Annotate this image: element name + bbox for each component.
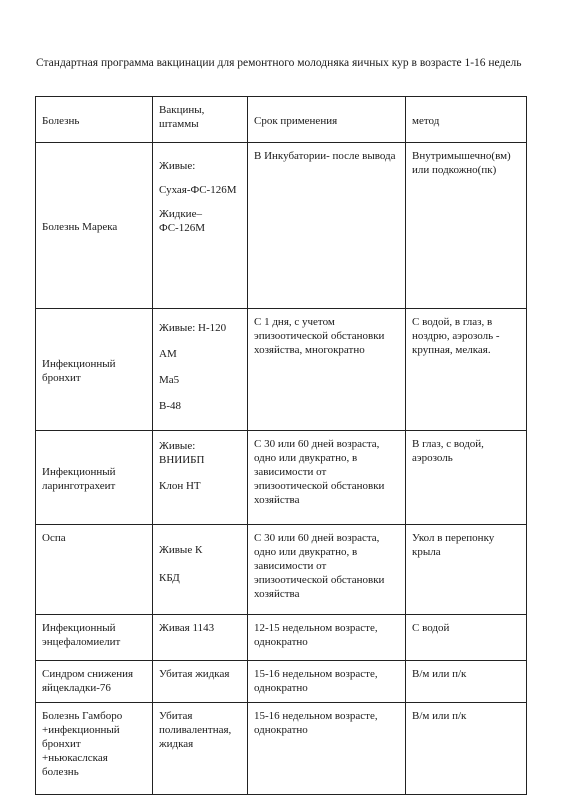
vaccine-line: Ма5 — [159, 374, 180, 386]
table-row — [36, 525, 527, 615]
term-cell: 15-16 недельном возрасте, однократно — [248, 703, 406, 795]
vaccine-line: Живые: ВНИИБП — [159, 440, 205, 466]
vaccines-cell — [153, 703, 248, 795]
vaccine-line: Живая 1143 — [159, 622, 215, 634]
vaccine-line: Сухая-ФС-126М — [159, 184, 237, 196]
disease-cell: Болезнь Марека — [36, 143, 153, 309]
table-row — [36, 143, 527, 309]
document-title: Стандартная программа вакцинации для ремонтного молодняка яичных кур в возрасте 1-16 недель — [36, 57, 522, 69]
vaccine-line: АМ — [159, 348, 177, 360]
vaccines-cell — [153, 615, 248, 661]
term-cell: С 30 или 60 дней возраста, одно или двукратно, в зависимости от эпизоотической обстановки хозяйства — [248, 431, 406, 525]
disease-cell: Оспа — [36, 525, 153, 615]
disease-cell: Синдром снижения яйцекладки-76 — [36, 661, 153, 703]
disease-cell: Инфекционный бронхит — [36, 309, 153, 431]
vaccine-line: Убитая жидкая — [159, 668, 230, 680]
vaccine-line: Жидкие–ФС-126М — [159, 208, 205, 234]
vaccine-line: КБД — [159, 572, 180, 584]
method-cell: В/м или п/к — [406, 703, 527, 795]
table-row — [36, 615, 527, 661]
term-cell: С 30 или 60 дней возраста, одно или двукратно, в зависимости от эпизоотической обстановки хозяйства — [248, 525, 406, 615]
table-row — [36, 431, 527, 525]
vaccines-cell — [153, 309, 248, 431]
method-cell: В глаз, с водой, аэрозоль — [406, 431, 527, 525]
table-row — [36, 703, 527, 795]
header-disease: Болезнь — [36, 97, 153, 143]
vaccine-line: Убитая поливалентная, жидкая — [159, 710, 232, 750]
method-cell: С водой, в глаз, в ноздрю, аэрозоль - крупная, мелкая. — [406, 309, 527, 431]
term-cell: 12-15 недельном возрасте, однократно — [248, 615, 406, 661]
header-term: Срок применения — [248, 97, 406, 143]
disease-cell: Инфекционный энцефаломиелит — [36, 615, 153, 661]
table-row — [36, 661, 527, 703]
table-header-row — [36, 97, 527, 143]
term-cell: 15-16 недельном возрасте, однократно — [248, 661, 406, 703]
vaccine-line: Живые: — [159, 160, 196, 172]
vaccine-line: Живые: Н-120 — [159, 322, 227, 334]
method-cell: С водой — [406, 615, 527, 661]
vaccines-cell — [153, 525, 248, 615]
vaccines-cell — [153, 431, 248, 525]
disease-cell: Болезнь Гамборо +инфекционный бронхит +ньюкаслская болезнь — [36, 703, 153, 795]
vaccine-line: В-48 — [159, 400, 181, 412]
method-cell: Внутримышечно(вм) или подкожно(пк) — [406, 143, 527, 309]
table-row — [36, 309, 527, 431]
vaccine-line: Клон НТ — [159, 480, 201, 492]
disease-cell: Инфекционный ларинготрахеит — [36, 431, 153, 525]
method-cell: Укол в перепонку крыла — [406, 525, 527, 615]
vaccines-cell — [153, 143, 248, 309]
header-method: метод — [406, 97, 527, 143]
vaccines-cell — [153, 661, 248, 703]
term-cell: В Инкубатории- после вывода — [248, 143, 406, 309]
term-cell: С 1 дня, с учетом эпизоотической обстановки хозяйства, многократно — [248, 309, 406, 431]
header-vaccines: Вакцины, штаммы — [153, 97, 248, 143]
method-cell: В/м или п/к — [406, 661, 527, 703]
vaccine-line: Живые К — [159, 544, 203, 556]
vaccination-table — [35, 96, 527, 795]
